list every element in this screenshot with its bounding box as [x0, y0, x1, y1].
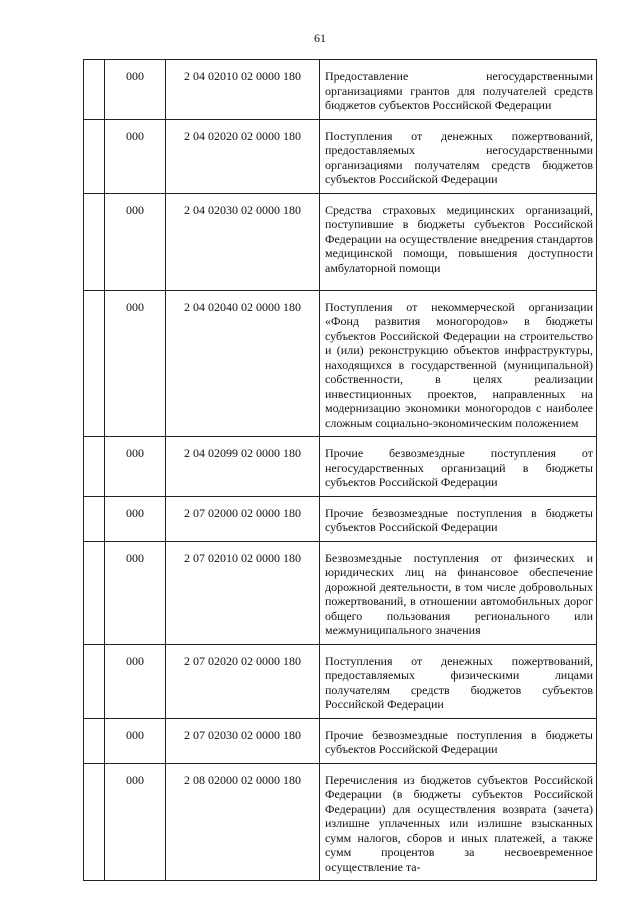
admin-code-cell: 000 — [105, 437, 166, 497]
classification-code-cell: 2 04 02040 02 0000 180 — [166, 290, 320, 437]
description-cell: Прочие безвозмездные поступления в бюджеты субъектов Российской Федерации — [320, 496, 597, 541]
description-cell: Предоставление негосударственными организациями грантов для получателей средств бюджетов субъектов Российской Федерации — [320, 60, 597, 120]
table-row — [84, 496, 597, 541]
description-cell: Средства страховых медицинских организаций, поступившие в бюджеты субъектов Российской Федерации на осуществление внедрения стандартов медицинской помощи, повышения доступности амбулаторной помощи — [320, 193, 597, 290]
table-row — [84, 119, 597, 193]
table-row — [84, 718, 597, 763]
description-cell: Прочие безвозмездные поступления в бюджеты субъектов Российской Федерации — [320, 718, 597, 763]
blank-cell — [84, 763, 105, 881]
blank-cell — [84, 60, 105, 120]
table-row — [84, 644, 597, 718]
table-row — [84, 60, 597, 120]
admin-code-cell: 000 — [105, 763, 166, 881]
description-cell: Поступления от денежных пожертвований, предоставляемых физическими лицами получателям средств бюджетов субъектов Российской Федерации — [320, 644, 597, 718]
table-row — [84, 541, 597, 644]
classification-code-cell: 2 07 02000 02 0000 180 — [166, 496, 320, 541]
blank-cell — [84, 290, 105, 437]
admin-code-cell: 000 — [105, 541, 166, 644]
blank-cell — [84, 119, 105, 193]
classification-code-cell: 2 04 02030 02 0000 180 — [166, 193, 320, 290]
classification-code-cell: 2 07 02020 02 0000 180 — [166, 644, 320, 718]
admin-code-cell: 000 — [105, 644, 166, 718]
classification-code-cell: 2 04 02099 02 0000 180 — [166, 437, 320, 497]
table-row — [84, 763, 597, 881]
admin-code-cell: 000 — [105, 496, 166, 541]
classification-code-cell: 2 08 02000 02 0000 180 — [166, 763, 320, 881]
page-number: 61 — [314, 31, 326, 45]
table-row — [84, 437, 597, 497]
table-row — [84, 290, 597, 437]
table-row — [84, 193, 597, 290]
blank-cell — [84, 496, 105, 541]
admin-code-cell: 000 — [105, 60, 166, 120]
admin-code-cell: 000 — [105, 290, 166, 437]
classification-code-cell: 2 07 02030 02 0000 180 — [166, 718, 320, 763]
blank-cell — [84, 541, 105, 644]
description-cell: Поступления от некоммерческой организации «Фонд развития моногородов» в бюджеты субъектов Российской Федерации на строительство и (или) реконструкцию объектов инфраструктуры, находящихся в государственной (муниципальной) собственности, в целях реализации инвестиционных проектов, направленных на модернизацию экономики моногородов с наиболее сложным социально-экономическим положением — [320, 290, 597, 437]
blank-cell — [84, 437, 105, 497]
classification-code-cell: 2 07 02010 02 0000 180 — [166, 541, 320, 644]
description-cell: Прочие безвозмездные поступления от негосударственных организаций в бюджеты субъектов Российской Федерации — [320, 437, 597, 497]
description-cell: Безвозмездные поступления от физических и юридических лиц на финансовое обеспечение дорожной деятельности, в том числе добровольных пожертвований, в отношении автомобильных дорог общего пользования регионального или межмуниципального значения — [320, 541, 597, 644]
description-cell: Перечисления из бюджетов субъектов Российской Федерации (в бюджеты субъектов Российской Федерации) для осуществления возврата (зачета) излишне уплаченных или излишне взысканных сумм налогов, сборов и иных платежей, а также сумм процентов за несвоевременное осуществление та- — [320, 763, 597, 881]
blank-cell — [84, 193, 105, 290]
admin-code-cell: 000 — [105, 193, 166, 290]
blank-cell — [84, 718, 105, 763]
blank-cell — [84, 644, 105, 718]
classification-code-cell: 2 04 02020 02 0000 180 — [166, 119, 320, 193]
classification-code-cell: 2 04 02010 02 0000 180 — [166, 60, 320, 120]
admin-code-cell: 000 — [105, 718, 166, 763]
budget-revenue-table — [83, 59, 597, 881]
admin-code-cell: 000 — [105, 119, 166, 193]
description-cell: Поступления от денежных пожертвований, предоставляемых негосударственными организациями получателям средств бюджетов субъектов Российской Федерации — [320, 119, 597, 193]
